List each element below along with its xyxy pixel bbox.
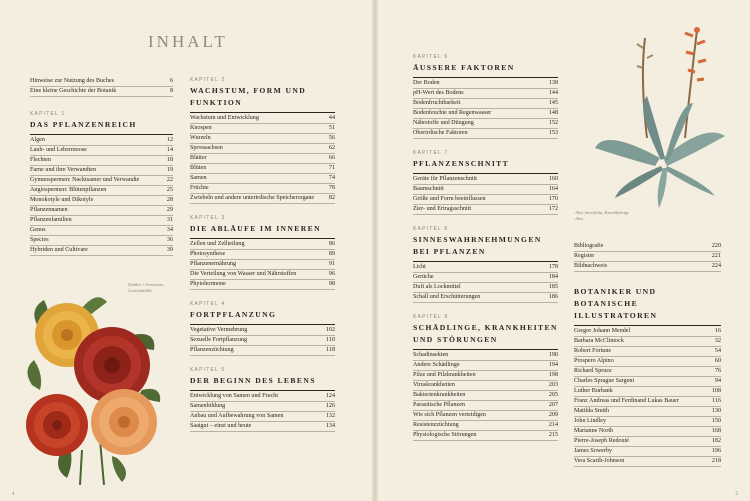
toc-entry-title: Licht (413, 264, 426, 271)
botaniker-entry[interactable] (574, 347, 721, 357)
toc-entry[interactable] (413, 205, 558, 215)
toc-entry-page: 78 (328, 185, 335, 192)
toc-entry-page: 153 (548, 130, 558, 137)
chapter-block (190, 215, 335, 290)
toc-entry[interactable] (190, 326, 335, 336)
toc-entry-page: 186 (548, 293, 558, 300)
toc-entry-title: Species (30, 237, 49, 243)
toc-entry[interactable] (413, 273, 558, 283)
chapter-title[interactable]: FORTPFLANZUNG (190, 309, 335, 325)
toc-entry-title: Größe und Form beeinflussen (413, 196, 486, 203)
toc-column-2 (190, 77, 335, 443)
chapter-block (30, 111, 173, 256)
toc-column-3 (413, 54, 558, 452)
toc-entry-title: Parasitische Pflanzen (413, 401, 465, 408)
toc-entry-page: 218 (711, 457, 721, 464)
toc-entry-title: Flechten (30, 157, 51, 164)
toc-entry-page: 110 (326, 336, 335, 343)
toc-entry-title: Samen (190, 175, 207, 182)
toc-entry-title: Zier- und Ertragsschnitt (413, 206, 472, 213)
toc-entry-page: 126 (325, 402, 335, 409)
toc-entry-page: 18 (166, 157, 173, 164)
toc-entry-title: Sexuelle Fortpflanzung (190, 336, 248, 343)
toc-entry-page: 124 (325, 392, 335, 399)
toc-entry[interactable] (413, 119, 558, 129)
toc-entry[interactable] (30, 206, 173, 216)
toc-entry-title: Franz Andreas und Ferdinand Lukas Bauer (574, 398, 679, 405)
toc-entry-title: Anbau und Aufbewahrung von Samen (190, 412, 284, 419)
toc-entry-title: Sprossachsen (190, 145, 223, 152)
toc-entry[interactable] (413, 401, 558, 411)
toc-entry-page: 209 (548, 411, 558, 418)
toc-entry[interactable] (413, 79, 558, 89)
toc-entry-page: 89 (328, 251, 335, 258)
toc-entry[interactable] (190, 124, 335, 134)
toc-entry-title: Der Boden (413, 80, 440, 87)
toc-entry-page: 150 (711, 418, 721, 424)
botaniker-entry[interactable] (574, 327, 721, 337)
toc-entry-title: Gymnospermen: Nacktsamer und Verwandte (30, 177, 140, 184)
toc-entry-page: 214 (548, 421, 558, 428)
toc-entry-title: Hinweise zur Nutzung des Buches (30, 78, 114, 85)
toc-entry-page: 71 (328, 165, 335, 172)
toc-entry[interactable] (190, 240, 335, 250)
toc-entry-page: 152 (548, 120, 558, 127)
dahlia-red-small (26, 394, 88, 456)
toc-entry-page: 221 (711, 253, 721, 260)
toc-entry[interactable] (413, 129, 558, 139)
toc-entry-page: 66 (328, 155, 335, 162)
toc-entry-title: Matilda Smith (574, 408, 610, 415)
toc-entry-title: Physiologische Störungen (413, 431, 477, 438)
toc-entry-page: 164 (548, 186, 558, 193)
chapter-title[interactable]: DAS PFLANZENREICH (30, 119, 173, 135)
botaniker-entry[interactable] (574, 447, 721, 457)
toc-entry[interactable] (30, 166, 173, 176)
toc-entry[interactable] (574, 252, 721, 262)
toc-entry-title: Pflanzenzüchtung (190, 346, 234, 353)
botaniker-entry[interactable] (574, 397, 721, 407)
toc-list (30, 77, 173, 97)
toc-entry-page: 28 (166, 197, 173, 204)
toc-entry-title: Marianne North (574, 427, 614, 434)
toc-entry-page: 194 (548, 361, 558, 368)
toc-entry-page: 14 (166, 147, 173, 154)
toc-entry-page: 96 (328, 271, 335, 277)
toc-entry[interactable] (190, 250, 335, 260)
toc-entry[interactable] (413, 421, 558, 431)
toc-entry-page: 182 (711, 437, 721, 444)
toc-entry-title: Bodenfruchtbarkeit (413, 100, 461, 107)
toc-entry-page: 207 (548, 401, 558, 408)
toc-entry-title: Geräte für Pflanzenschnitt (413, 176, 477, 183)
toc-entry[interactable] (190, 184, 335, 194)
page-number-right: 5 (735, 492, 738, 497)
toc-entry-title: Robert Fortune (574, 348, 612, 355)
chapter-number: KAPITEL 6 (413, 54, 449, 60)
botaniker-entry[interactable] (574, 357, 721, 367)
toc-entry-page: 98 (328, 280, 335, 287)
toc-entry[interactable] (30, 146, 173, 156)
dahlia-caption: Dahlia × hortensis, Gartendahlie (128, 282, 165, 293)
toc-entry[interactable] (190, 164, 335, 174)
toc-entry[interactable] (30, 216, 173, 226)
toc-entry-title: Andere Schädlinge (413, 361, 460, 368)
toc-entry-page: 86 (328, 241, 335, 248)
toc-entry-title: John Lindley (574, 418, 606, 424)
toc-entry-page: 160 (548, 176, 558, 183)
toc-entry-page: 19 (166, 167, 173, 174)
toc-entry-title: Samenbildung (190, 402, 226, 409)
toc-entry-page: 205 (548, 391, 558, 398)
toc-entry-title: Pflanzenfamilien (30, 217, 72, 224)
toc-entry-title: Phytohormone (190, 280, 226, 287)
toc-entry-page: 22 (166, 177, 173, 184)
toc-entry-title: Entwicklung von Samen und Frucht (190, 392, 279, 399)
toc-entry-title: Schall und Erschütterungen (413, 293, 481, 300)
toc-entry-title: Farne und ihre Verwandten (30, 167, 97, 174)
toc-entry[interactable] (190, 114, 335, 124)
chapter-number: KAPITEL 1 (30, 110, 66, 117)
chapter-title[interactable]: SINNESWAHRNEHMUNGEN BEI PFLANZEN (413, 234, 558, 262)
toc-entry[interactable] (190, 280, 335, 290)
toc-entry-page: 12 (166, 137, 173, 144)
toc-entry-title: Pierre-Joseph Redouté (574, 437, 629, 444)
toc-entry[interactable] (190, 134, 335, 144)
toc-entry-page: 25 (166, 187, 173, 194)
toc-entry-title: Wurzeln (190, 135, 211, 142)
toc-entry-title: Pflanzenernährung (190, 261, 237, 268)
botaniker-entry[interactable] (574, 427, 721, 437)
toc-entry[interactable] (574, 262, 721, 272)
toc-entry[interactable] (413, 195, 558, 205)
toc-entry-title: pH-Wert des Bodens (413, 90, 464, 97)
chapter-title[interactable]: ÄUSSERE FAKTOREN (413, 62, 558, 78)
toc-column-4 (574, 242, 721, 478)
toc-entry-title: Register (574, 253, 595, 260)
toc-entry-page: 168 (711, 427, 721, 434)
aloe-caption: Aloe brevifolia, Kurzblättrige Aloe (575, 210, 630, 221)
chapter-title[interactable]: PFLANZENSCHNITT (413, 158, 558, 174)
botaniker-entry[interactable] (574, 407, 721, 417)
toc-entry-title: Wachstum und Entwicklung (190, 115, 259, 122)
toc-entry[interactable] (30, 236, 173, 246)
toc-entry[interactable] (30, 87, 173, 97)
toc-entry[interactable] (190, 336, 335, 346)
toc-entry-title: Pflanzennamen (30, 207, 68, 214)
toc-entry-page: 184 (548, 274, 558, 281)
toc-entry-page: 224 (711, 263, 721, 270)
chapter-block (190, 367, 335, 432)
toc-entry[interactable] (413, 283, 558, 293)
toc-entry-title: Eine kleine Geschichte der Botanik (30, 88, 117, 95)
aloe-illustration (585, 18, 735, 213)
toc-entry-page: 215 (548, 431, 558, 438)
toc-entry-page: 8 (169, 88, 173, 95)
toc-entry-page: 6 (169, 78, 173, 85)
toc-entry[interactable] (190, 346, 335, 356)
toc-entry[interactable] (190, 174, 335, 184)
toc-entry-title: Blüten (190, 165, 207, 172)
toc-entry-title: Bibliografie (574, 243, 604, 250)
toc-column-1 (30, 77, 173, 267)
toc-entry-title: Charles Sprague Sargent (574, 378, 635, 385)
toc-entry[interactable] (30, 226, 173, 236)
page-title: INHALT (148, 32, 228, 51)
toc-entry[interactable] (190, 402, 335, 412)
toc-entry-title: Gerüche (413, 274, 434, 281)
toc-entry-page: 138 (548, 80, 558, 87)
toc-entry[interactable] (190, 260, 335, 270)
toc-entry-title: Zellen und Zellteilung (190, 241, 245, 248)
toc-entry-page: 148 (548, 110, 558, 117)
toc-entry-title: Baumschnitt (413, 186, 444, 193)
toc-entry-title: Früchte (190, 185, 209, 192)
toc-entry-page: 16 (714, 328, 721, 335)
toc-entry-page: 220 (711, 243, 721, 250)
toc-entry-page: 144 (548, 90, 558, 97)
toc-entry[interactable] (30, 186, 173, 196)
toc-entry-page: 116 (712, 398, 721, 405)
toc-entry[interactable] (30, 136, 173, 146)
toc-entry-page: 39 (166, 246, 173, 253)
toc-entry-page: 203 (548, 381, 558, 388)
chapter-block (413, 54, 558, 139)
chapter-block (413, 226, 558, 303)
toc-entry-title: James Sowerby (574, 447, 613, 454)
botaniker-entry[interactable] (574, 387, 721, 397)
chapter-number: KAPITEL 8 (413, 225, 449, 232)
toc-entry-title: Pilze und Pilzkrankheiten (413, 371, 476, 378)
toc-entry-page: 185 (548, 284, 558, 290)
toc-entry-page: 82 (328, 195, 335, 202)
chapter-title[interactable]: DIE ABLÄUFE IM INNEREN (190, 223, 335, 239)
toc-entry-title: Algen (30, 137, 45, 144)
toc-entry-title: Genus (30, 227, 46, 234)
botaniker-entry[interactable] (574, 367, 721, 377)
toc-entry-page: 102 (325, 326, 335, 333)
toc-entry-title: Bildnachweis (574, 263, 608, 270)
toc-entry-title: Luther Burbank (574, 388, 613, 395)
toc-entry-title: Bakterienkrankheiten (413, 391, 466, 398)
chapter-number: KAPITEL 4 (190, 300, 226, 307)
toc-entry-title: Laub- und Lebermoose (30, 147, 87, 154)
toc-entry-page: 190 (548, 351, 558, 358)
botaniker-entry[interactable] (574, 377, 721, 387)
toc-entry-page: 118 (326, 346, 335, 353)
toc-entry-page: 56 (328, 135, 335, 142)
toc-entry-page: 62 (328, 145, 335, 152)
chapter-number: KAPITEL 2 (190, 77, 226, 83)
page-number-left: 4 (12, 492, 15, 497)
toc-entry-title: Oberirdische Faktoren (413, 130, 468, 137)
toc-entry[interactable] (413, 411, 558, 421)
toc-entry-page: 44 (328, 115, 335, 122)
toc-entry-page: 31 (166, 217, 173, 224)
toc-entry-title: Bodenfeuchte und Regenwasser (413, 110, 492, 117)
chapter-number: KAPITEL 7 (413, 149, 449, 156)
toc-entry[interactable] (413, 431, 558, 441)
toc-entry[interactable] (413, 361, 558, 371)
toc-entry[interactable] (413, 381, 558, 391)
chapter-block (190, 301, 335, 356)
chapter-block (413, 150, 558, 215)
chapter-title[interactable]: DER BEGINN DES LEBENS (190, 375, 335, 391)
toc-entry[interactable] (190, 422, 335, 432)
toc-entry-page: 34 (166, 227, 173, 234)
toc-entry-page: 29 (166, 207, 173, 214)
botaniker-block (574, 286, 721, 467)
toc-entry-page: 145 (548, 100, 558, 107)
book-gutter (372, 0, 378, 501)
toc-entry-title: Gregor Johann Mendel (574, 328, 631, 335)
toc-entry-page: 32 (714, 338, 721, 345)
botaniker-entry[interactable] (574, 417, 721, 427)
toc-entry-page: 36 (166, 237, 173, 243)
toc-entry[interactable] (574, 242, 721, 252)
toc-entry-title: Duft als Lockmittel (413, 284, 461, 290)
toc-entry-title: Vegetative Vermehrung (190, 326, 248, 333)
toc-entry-page: 76 (714, 368, 721, 375)
toc-entry[interactable] (190, 144, 335, 154)
toc-entry-title: Angiospermen: Blütenpflanzen (30, 187, 107, 194)
toc-entry[interactable] (30, 156, 173, 166)
toc-entry-page: 134 (325, 422, 335, 429)
toc-entry-page: 60 (714, 358, 721, 365)
toc-entry[interactable] (190, 392, 335, 402)
toc-entry-title: Nährstoffe und Düngung (413, 120, 474, 127)
toc-entry-page: 170 (548, 196, 558, 203)
toc-entry-title: Viruskrankheiten (413, 381, 455, 388)
botaniker-title[interactable]: BOTANIKER UND BOTANISCHE ILLUSTRATOREN (574, 286, 721, 326)
toc-entry[interactable] (413, 175, 558, 185)
toc-entry[interactable] (413, 293, 558, 303)
toc-entry-title: Photosynthese (190, 251, 226, 258)
toc-entry[interactable] (413, 99, 558, 109)
toc-entry-page: 178 (548, 264, 558, 271)
toc-entry-title: Blätter (190, 155, 207, 162)
toc-entry-page: 108 (711, 388, 721, 395)
chapter-title[interactable]: SCHÄDLINGE, KRANKHEITEN UND STÖRUNGEN (413, 322, 558, 350)
toc-entry-page: 196 (711, 447, 721, 454)
toc-entry-title: Richard Spruce (574, 368, 612, 375)
chapter-block (190, 77, 335, 204)
toc-entry-title: Prospero Alpino (574, 358, 614, 365)
toc-entry-title: Wie sich Pflanzen verteidigen (413, 411, 487, 418)
toc-entry-title: Vera Scarth-Johnson (574, 457, 625, 464)
botaniker-entry[interactable] (574, 457, 721, 467)
toc-entry[interactable] (190, 270, 335, 280)
chapter-number: KAPITEL 9 (413, 313, 449, 320)
botaniker-entry[interactable] (574, 337, 721, 347)
dahlia-illustration (22, 290, 172, 485)
toc-entry-page: 172 (548, 206, 558, 213)
toc-entry[interactable] (190, 154, 335, 164)
toc-entry-title: Monokotyle und Dikotyle (30, 197, 94, 204)
toc-entry[interactable] (30, 246, 173, 256)
toc-entry[interactable] (413, 109, 558, 119)
toc-entry-page: 51 (328, 125, 335, 132)
toc-list (574, 242, 721, 272)
toc-entry[interactable] (413, 351, 558, 361)
toc-entry-page: 198 (548, 371, 558, 378)
toc-entry-page: 130 (711, 408, 721, 415)
toc-entry-title: Schadinsekten (413, 351, 449, 358)
toc-entry[interactable] (30, 77, 173, 87)
toc-entry-title: Saatgut – einst und heute (190, 422, 252, 429)
chapter-number: KAPITEL 5 (190, 366, 226, 373)
toc-entry-title: Knospen (190, 125, 212, 132)
chapter-block (413, 314, 558, 441)
toc-entry-page: 94 (714, 378, 721, 385)
toc-entry[interactable] (413, 185, 558, 195)
toc-entry-title: Barbara McClintock (574, 338, 624, 345)
toc-entry[interactable] (30, 196, 173, 206)
toc-entry[interactable] (413, 371, 558, 381)
aloe-rosette (595, 96, 725, 208)
toc-entry-page: 91 (328, 261, 335, 268)
chapter-title[interactable]: WACHSTUM, FORM UND FUNKTION (190, 85, 335, 113)
botaniker-entry[interactable] (574, 437, 721, 447)
toc-entry-page: 54 (714, 348, 721, 355)
toc-entry-page: 74 (328, 175, 335, 182)
toc-entry-title: Resistenzzüchtung (413, 421, 459, 428)
toc-entry[interactable] (190, 194, 335, 204)
toc-entry-title: Hybriden und Cultivare (30, 246, 88, 253)
toc-entry[interactable] (30, 176, 173, 186)
toc-entry[interactable] (413, 89, 558, 99)
toc-entry[interactable] (413, 263, 558, 273)
dahlia-peach (91, 389, 157, 455)
toc-entry[interactable] (413, 391, 558, 401)
toc-entry-page: 132 (325, 412, 335, 419)
chapter-number: KAPITEL 3 (190, 214, 226, 221)
toc-entry-title: Zwiebeln und andere unterirdische Speicherorgane (190, 195, 315, 202)
toc-entry[interactable] (190, 412, 335, 422)
toc-entry-title: Die Verteilung von Wasser und Nährstoffen (190, 271, 297, 277)
